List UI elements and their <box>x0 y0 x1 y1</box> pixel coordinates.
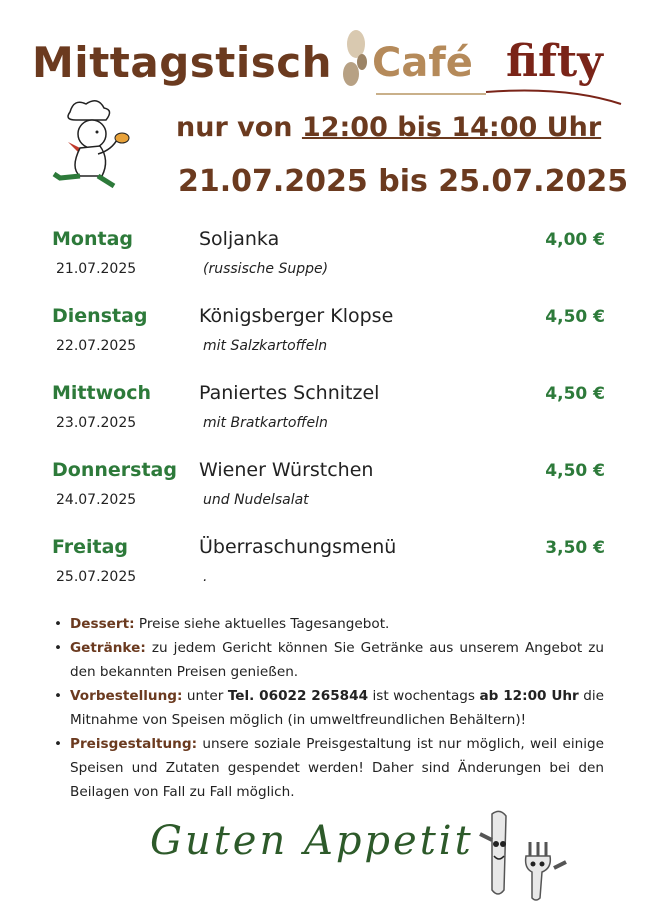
opening-hours-range: 12:00 bis 14:00 Uhr <box>301 112 602 143</box>
menu-price: 4,00 € <box>545 230 605 250</box>
week-date-range: 21.07.2025 bis 25.07.2025 <box>178 164 629 199</box>
chef-icon <box>40 94 160 194</box>
menu-row-monday <box>52 228 612 305</box>
opening-hours-prefix: nur von <box>176 112 293 143</box>
bullet-icon: • <box>54 616 63 632</box>
menu-date: 24.07.2025 <box>56 492 137 508</box>
note-drinks <box>54 636 604 684</box>
menu-dish-detail: (russische Suppe) <box>203 261 329 277</box>
menu-day: Montag <box>52 228 133 250</box>
menu-dish-detail: mit Bratkartoffeln <box>203 415 328 431</box>
menu-price: 4,50 € <box>545 461 605 481</box>
note-dessert <box>54 612 604 636</box>
note-preorder <box>54 684 604 732</box>
menu-dish: Überraschungsmenü <box>199 536 397 558</box>
info-notes <box>54 612 604 804</box>
closing-greeting: Guten Appetit <box>150 818 474 864</box>
menu-date: 25.07.2025 <box>56 569 137 585</box>
cutlery-icon <box>470 804 570 904</box>
bullet-icon: • <box>54 640 63 656</box>
menu-row-friday <box>52 536 612 613</box>
menu-day: Freitag <box>52 536 129 558</box>
note-text: unter <box>186 688 224 704</box>
page-title: Mittagstisch <box>32 38 333 87</box>
phone-number: Tel. 06022 265844 <box>227 688 369 704</box>
menu-date: 21.07.2025 <box>56 261 137 277</box>
weekly-menu <box>52 228 612 613</box>
menu-day: Dienstag <box>52 305 148 327</box>
note-text: ist wochentags <box>372 688 476 704</box>
menu-dish-detail: mit Salzkartoffeln <box>203 338 328 354</box>
menu-dish-detail: und Nudelsalat <box>203 492 309 508</box>
menu-dish: Soljanka <box>199 228 280 250</box>
logo-cafe-text: Café <box>372 40 473 86</box>
menu-row-wednesday <box>52 382 612 459</box>
note-label: Vorbestellung: <box>70 688 183 704</box>
menu-day: Donnerstag <box>52 459 177 481</box>
note-label: Preisgestaltung: <box>70 736 198 752</box>
note-pricing <box>54 732 604 804</box>
menu-dish: Paniertes Schnitzel <box>199 382 380 404</box>
menu-price: 4,50 € <box>545 307 605 327</box>
bullet-icon: • <box>54 736 63 752</box>
menu-date: 23.07.2025 <box>56 415 137 431</box>
note-text: Preise siehe aktuelles Tagesangebot. <box>138 616 390 632</box>
note-label: Getränke: <box>70 640 146 656</box>
menu-price: 4,50 € <box>545 384 605 404</box>
coffee-bean-icon <box>343 30 367 86</box>
note-label: Dessert: <box>70 616 135 632</box>
logo-fifty-text: fifty <box>506 36 603 87</box>
note-text: unsere soziale Preisgestaltung ist nur möglich, weil einige Speisen und Zutaten gespendet werden! Daher sind Änderungen bei den Beilagen von Fall zu Fall möglich. <box>70 736 604 800</box>
menu-date: 22.07.2025 <box>56 338 137 354</box>
opening-hours <box>176 112 601 143</box>
note-text: die Mitnahme von Speisen möglich (in umweltfreundlichen Behältern)! <box>70 688 604 728</box>
note-text: zu jedem Gericht können Sie Getränke aus unserem Angebot zu den bekannten Preisen genießen. <box>70 640 604 680</box>
menu-day: Mittwoch <box>52 382 151 404</box>
bullet-icon: • <box>54 688 63 704</box>
menu-dish: Königsberger Klopse <box>199 305 394 327</box>
menu-row-tuesday <box>52 305 612 382</box>
menu-dish: Wiener Würstchen <box>199 459 374 481</box>
menu-dish-detail: . <box>203 569 208 585</box>
menu-row-thursday <box>52 459 612 536</box>
preorder-time: ab 12:00 Uhr <box>479 688 579 704</box>
menu-price: 3,50 € <box>545 538 605 558</box>
